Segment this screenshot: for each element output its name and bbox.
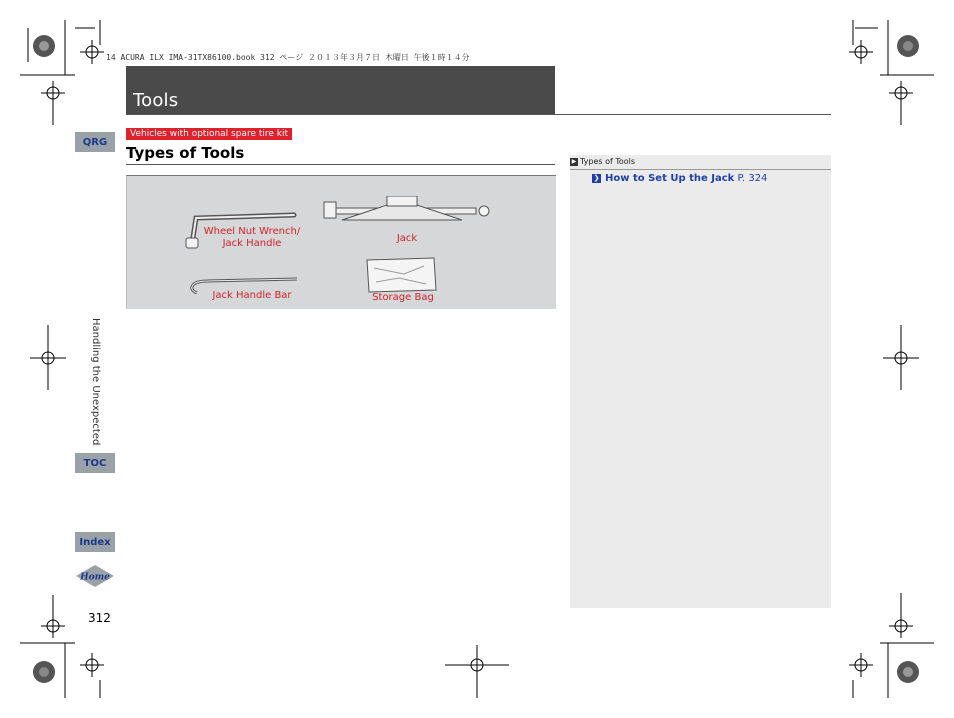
link-page[interactable]: P. 324 bbox=[737, 173, 768, 184]
page-title: Tools bbox=[133, 90, 179, 111]
side-note-heading-text: Types of Tools bbox=[580, 157, 636, 166]
wrench-label-line1: Wheel Nut Wrench/ bbox=[203, 226, 301, 237]
condition-tag: Vehicles with optional spare tire kit bbox=[126, 128, 292, 140]
chapter-label: Handling the Unexpected bbox=[90, 318, 101, 446]
link-text[interactable]: How to Set Up the Jack bbox=[605, 173, 735, 184]
wrench-label-line2: Jack Handle bbox=[222, 238, 282, 249]
side-note-column bbox=[570, 155, 831, 608]
side-note-heading bbox=[570, 155, 831, 170]
jack-handle-bar-label: Jack Handle Bar bbox=[212, 290, 292, 301]
note-icon: ▶ bbox=[571, 157, 577, 165]
jack-label: Jack bbox=[396, 233, 418, 244]
wheel-nut-wrench-label bbox=[197, 226, 307, 250]
index-button[interactable]: Index bbox=[75, 532, 115, 552]
title-rule bbox=[126, 114, 831, 115]
home-label: Home bbox=[80, 572, 110, 583]
tools-illustration bbox=[126, 175, 556, 309]
jack-image bbox=[322, 196, 497, 228]
section-rule bbox=[126, 164, 555, 165]
title-banner bbox=[126, 66, 555, 114]
toc-button[interactable]: TOC bbox=[75, 453, 115, 473]
storage-bag-image bbox=[364, 256, 439, 294]
storage-bag-label: Storage Bag bbox=[372, 292, 434, 303]
link-arrow-icon: ❯ bbox=[593, 173, 600, 182]
qrg-button[interactable]: QRG bbox=[75, 132, 115, 152]
section-heading: Types of Tools bbox=[126, 144, 245, 162]
page-number: 312 bbox=[88, 611, 111, 625]
jack-setup-link[interactable] bbox=[592, 173, 767, 184]
print-header: 14 ACURA ILX IMA-31TX86100.book 312 ページ ２０１３年３月７日 木曜日 午後１時１４分 bbox=[106, 53, 470, 62]
home-button[interactable] bbox=[75, 564, 115, 588]
